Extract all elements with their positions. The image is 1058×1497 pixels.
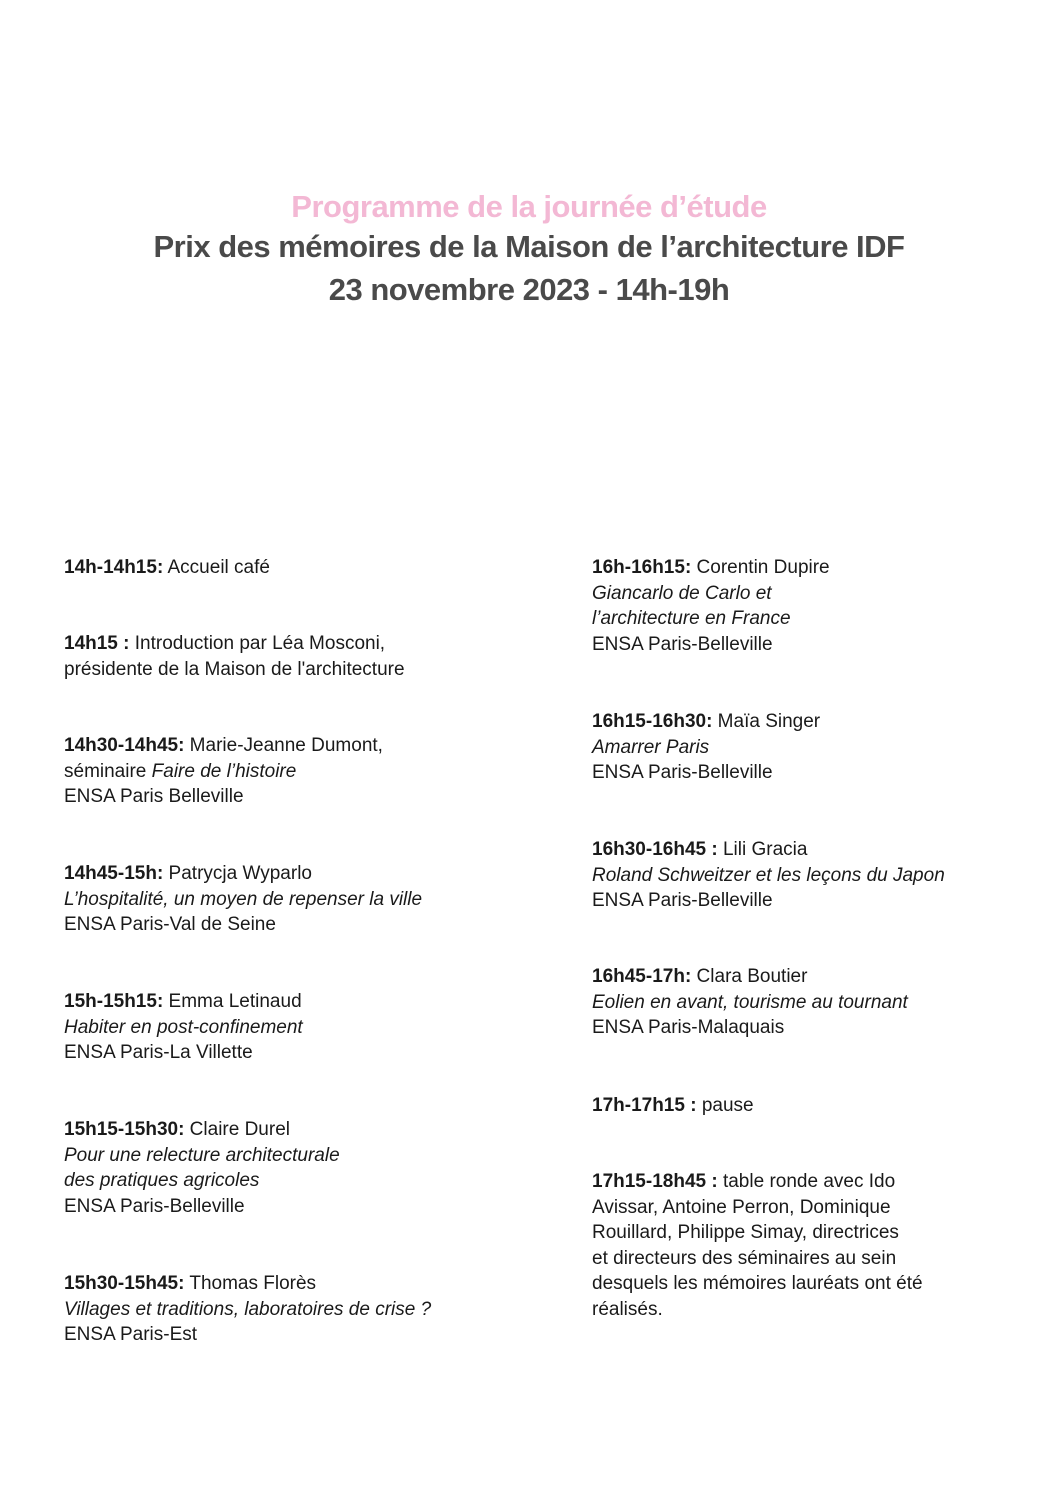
entry-detail: séminaire	[64, 760, 152, 782]
entry-speaker: Emma Letinaud	[163, 991, 302, 1012]
schedule-entry	[592, 837, 1022, 914]
entry-time: 15h-15h15:	[64, 991, 164, 1012]
entry-school: ENSA Paris-Belleville	[592, 890, 773, 912]
schedule-entry	[592, 1093, 1022, 1119]
entry-speaker: Patrycja Wyparlo	[163, 863, 312, 884]
schedule-entry	[64, 989, 534, 1066]
schedule-entry	[64, 555, 534, 581]
schedule-entry	[592, 709, 1022, 786]
entry-time: 16h30-16h45 :	[592, 839, 718, 860]
entry-time: 15h30-15h45:	[64, 1273, 185, 1294]
entry-school: ENSA Paris-Val de Seine	[64, 914, 276, 936]
entry-speaker: Lili Gracia	[717, 839, 808, 860]
entry-time: 17h15-18h45 :	[592, 1171, 718, 1192]
entry-title: Eolien en avant, tourisme au tournant	[592, 991, 908, 1013]
schedule-entry	[64, 1271, 534, 1348]
programme-subtitle: Programme de la journée d’étude	[291, 189, 767, 224]
entry-time: 14h45-15h:	[64, 863, 164, 884]
entry-detail: présidente de la Maison de l'architecture	[64, 658, 405, 680]
entry-school: ENSA Paris-La Villette	[64, 1042, 253, 1064]
entry-detail: Avissar, Antoine Perron, Dominique	[592, 1196, 891, 1218]
entry-title: Amarrer Paris	[592, 736, 710, 758]
entry-title: Pour une relecture architecturale	[64, 1144, 340, 1166]
entry-title: l’architecture en France	[592, 608, 791, 630]
entry-speaker: table ronde avec Ido	[717, 1171, 896, 1192]
entry-speaker: pause	[696, 1095, 754, 1116]
entry-school: ENSA Paris-Est	[64, 1324, 198, 1346]
schedule-entry	[64, 1117, 534, 1219]
schedule-entry	[64, 861, 534, 938]
entry-speaker: Marie-Jeanne Dumont,	[184, 735, 383, 756]
page-title: Prix des mémoires de la Maison de l’architecture IDF	[153, 229, 905, 264]
entry-school: ENSA Paris-Malaquais	[592, 1017, 785, 1039]
entry-title: Faire de l’histoire	[151, 760, 297, 782]
event-date: 23 novembre 2023 - 14h-19h	[328, 272, 730, 307]
entry-speaker: Clara Boutier	[691, 966, 808, 987]
entry-detail: et directeurs des séminaires au sein	[592, 1247, 897, 1269]
entry-detail: desquels les mémoires lauréats ont été	[592, 1273, 923, 1295]
entry-school: ENSA Paris-Belleville	[64, 1195, 245, 1217]
entry-school: ENSA Paris Belleville	[64, 786, 244, 808]
page-header	[0, 188, 1058, 311]
entry-detail: réalisés.	[592, 1298, 663, 1320]
entry-detail: Rouillard, Philippe Simay, directrices	[592, 1222, 899, 1244]
entry-time: 14h15 :	[64, 633, 130, 654]
schedule-entry	[64, 631, 534, 682]
entry-speaker: Introduction par Léa Mosconi,	[129, 633, 386, 654]
entry-speaker: Maïa Singer	[712, 711, 821, 732]
entry-time: 14h-14h15:	[64, 557, 164, 578]
entry-speaker: Accueil café	[163, 557, 270, 578]
entry-title: L’hospitalité, un moyen de repenser la ville	[64, 888, 423, 910]
entry-speaker: Thomas Florès	[184, 1273, 317, 1294]
schedule-entry	[592, 1169, 1022, 1323]
entry-speaker: Corentin Dupire	[691, 557, 830, 578]
entry-title: Habiter en post-confinement	[64, 1016, 303, 1038]
entry-title: Giancarlo de Carlo et	[592, 582, 772, 604]
schedule-entry	[592, 964, 1022, 1041]
schedule-entry	[592, 555, 1022, 657]
entry-school: ENSA Paris-Belleville	[592, 633, 773, 655]
entry-time: 14h30-14h45:	[64, 735, 185, 756]
entry-title: Roland Schweitzer et les leçons du Japon	[592, 864, 945, 886]
entry-title: Villages et traditions, laboratoires de crise ?	[64, 1298, 432, 1320]
entry-time: 16h15-16h30:	[592, 711, 713, 732]
entry-time: 17h-17h15 :	[592, 1095, 697, 1116]
entry-school: ENSA Paris-Belleville	[592, 762, 773, 784]
entry-title: des pratiques agricoles	[64, 1170, 260, 1192]
entry-speaker: Claire Durel	[184, 1119, 290, 1140]
entry-time: 16h45-17h:	[592, 966, 692, 987]
schedule-entry	[64, 733, 534, 810]
entry-time: 15h15-15h30:	[64, 1119, 185, 1140]
entry-time: 16h-16h15:	[592, 557, 692, 578]
